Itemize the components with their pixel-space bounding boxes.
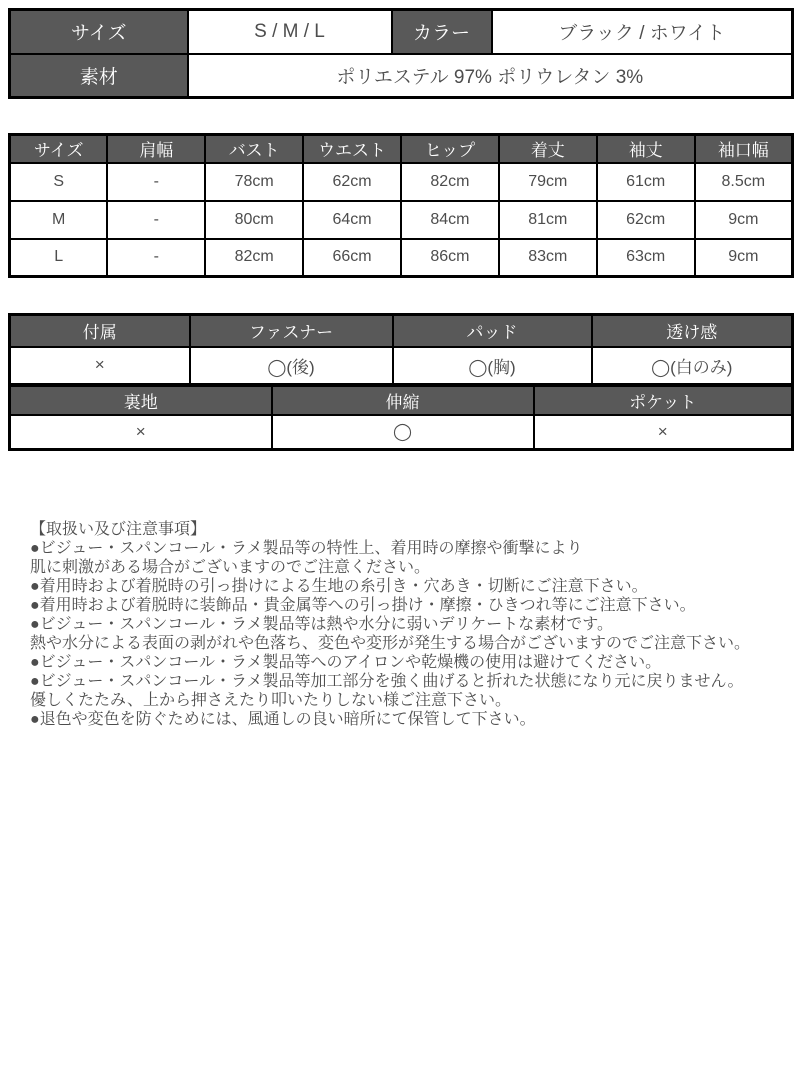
size-table: [8, 133, 794, 278]
info-material-value: ポリエステル 97% ポリウレタン 3%: [188, 54, 793, 98]
info-row-size-color: [10, 10, 793, 54]
lining-header: 裏地: [10, 386, 272, 415]
pocket-value: ×: [534, 415, 793, 450]
size-value-cell: 79cm: [499, 163, 597, 201]
size-value-cell: 8.5cm: [695, 163, 793, 201]
sleeve-col-header: 袖丈: [597, 135, 695, 163]
size-value-cell: 66cm: [303, 239, 401, 277]
size-value-cell: 63cm: [597, 239, 695, 277]
size-value-cell: 83cm: [499, 239, 597, 277]
lining-value: ×: [10, 415, 272, 450]
size-value-cell: 62cm: [303, 163, 401, 201]
care-note-line: ●ビジュー・スパンコール・ラメ製品等加工部分を強く曲げると折れた状態になり元に戻りません。: [30, 673, 744, 690]
size-value-cell: 9cm: [695, 239, 793, 277]
care-note-line: ●着用時および着脱時に装飾品・貴金属等への引っ掛け・摩擦・ひきつれ等にご注意下さい。: [30, 597, 696, 614]
feature-top-header-row: [10, 315, 793, 347]
size-value-cell: -: [107, 163, 205, 201]
size-row-l: [10, 239, 793, 277]
feature-tables: [8, 313, 794, 451]
bust-col-header: バスト: [205, 135, 303, 163]
size-value-cell: 86cm: [401, 239, 499, 277]
size-table-header-row: [10, 135, 793, 163]
size-row-s: [10, 163, 793, 201]
info-color-value: ブラック / ホワイト: [492, 10, 793, 54]
info-row-material: [10, 54, 793, 98]
care-note-line: ●ビジュー・スパンコール・ラメ製品等の特性上、着用時の摩擦や衝撃により: [30, 540, 583, 557]
size-value-cell: S: [10, 163, 108, 201]
size-col-header: サイズ: [10, 135, 108, 163]
length-col-header: 着丈: [499, 135, 597, 163]
waist-col-header: ウエスト: [303, 135, 401, 163]
pad-value: ◯(胸): [393, 347, 592, 385]
info-size-label: サイズ: [10, 10, 188, 54]
accessory-value: ×: [10, 347, 190, 385]
size-value-cell: -: [107, 239, 205, 277]
care-note-line: 肌に刺激がある場合がございますのでご注意ください。: [30, 559, 431, 576]
care-note-line: ●ビジュー・スパンコール・ラメ製品等は熱や水分に弱いデリケートな素材です。: [30, 616, 613, 633]
size-value-cell: 80cm: [205, 201, 303, 239]
size-value-cell: 84cm: [401, 201, 499, 239]
size-value-cell: 82cm: [205, 239, 303, 277]
feature-table-top: [8, 313, 794, 386]
info-table: [8, 8, 794, 99]
pad-header: パッド: [393, 315, 592, 347]
size-value-cell: M: [10, 201, 108, 239]
info-color-label: カラー: [392, 10, 492, 54]
cuff-col-header: 袖口幅: [695, 135, 793, 163]
care-note-line: ●着用時および着脱時の引っ掛けによる生地の糸引き・穴あき・切断にご注意下さい。: [30, 578, 648, 595]
sheerness-value: ◯(白のみ): [592, 347, 793, 385]
feature-bottom-value-row: [10, 415, 793, 450]
size-value-cell: 64cm: [303, 201, 401, 239]
fastener-header: ファスナー: [190, 315, 393, 347]
size-value-cell: 9cm: [695, 201, 793, 239]
care-notes-title: 【取扱い及び注意事項】: [30, 521, 207, 538]
info-size-value: S / M / L: [188, 10, 392, 54]
feature-bottom-header-row: [10, 386, 793, 415]
size-value-cell: -: [107, 201, 205, 239]
size-row-m: [10, 201, 793, 239]
hip-col-header: ヒップ: [401, 135, 499, 163]
size-value-cell: 81cm: [499, 201, 597, 239]
shoulder-col-header: 肩幅: [107, 135, 205, 163]
fastener-value: ◯(後): [190, 347, 393, 385]
care-note-line: 優しくたたみ、上から押さえたり叩いたりしない様ご注意下さい。: [30, 692, 511, 709]
feature-top-value-row: [10, 347, 793, 385]
stretch-header: 伸縮: [272, 386, 534, 415]
care-note-line: 熱や水分による表面の剥がれや色落ち、変色や変形が発生する場合がございますのでご注意下さい。: [30, 635, 751, 652]
stretch-value: ◯: [272, 415, 534, 450]
size-value-cell: 62cm: [597, 201, 695, 239]
accessory-header: 付属: [10, 315, 190, 347]
info-material-label: 素材: [10, 54, 188, 98]
size-value-cell: 82cm: [401, 163, 499, 201]
care-note-line: ●退色や変色を防ぐためには、風通しの良い暗所にて保管して下さい。: [30, 711, 536, 728]
size-value-cell: L: [10, 239, 108, 277]
care-note-line: ●ビジュー・スパンコール・ラメ製品等へのアイロンや乾燥機の使用は避けてください。: [30, 654, 662, 671]
size-value-cell: 61cm: [597, 163, 695, 201]
care-notes: [30, 520, 796, 729]
pocket-header: ポケット: [534, 386, 793, 415]
size-value-cell: 78cm: [205, 163, 303, 201]
feature-table-bottom: [8, 384, 794, 451]
sheerness-header: 透け感: [592, 315, 793, 347]
